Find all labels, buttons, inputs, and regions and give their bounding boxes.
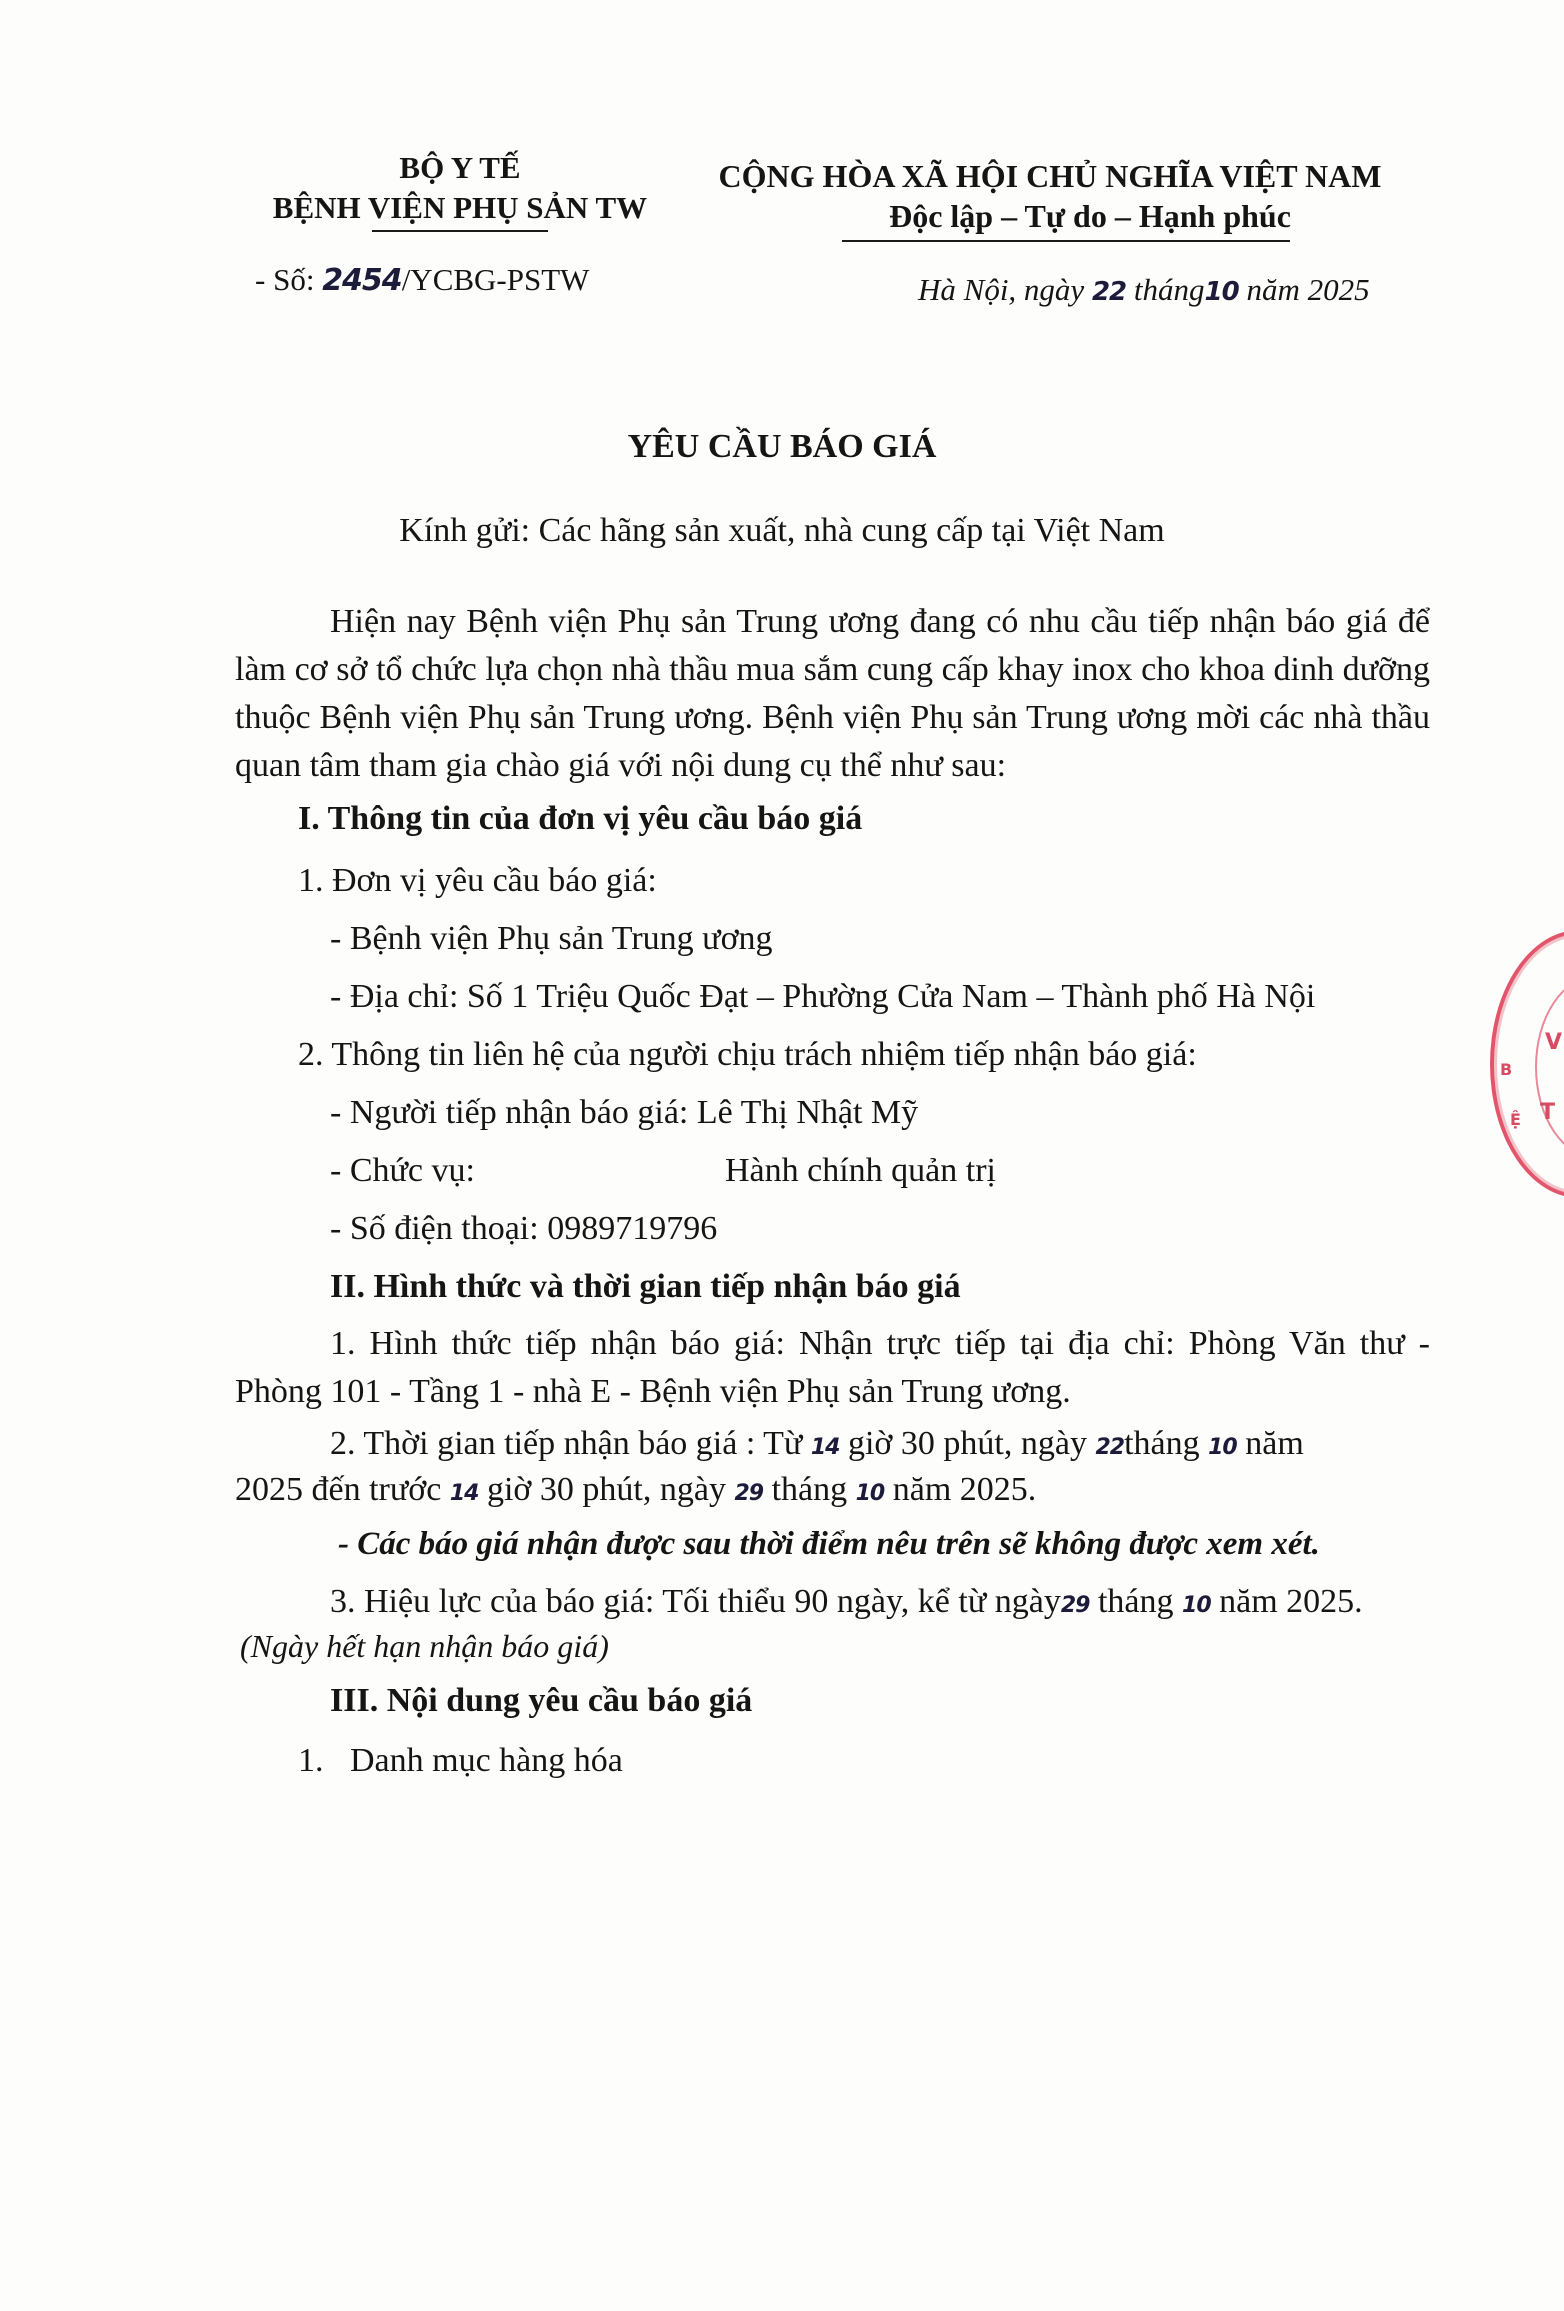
section-3-item-1-number: 1. (298, 1742, 324, 1779)
contact-person: - Người tiếp nhận báo giá: Lê Thị Nhật Mỹ (330, 1094, 919, 1131)
motto-underline (842, 240, 1290, 242)
date-prefix: Hà Nội, ngày (918, 272, 1085, 307)
document-number (255, 262, 589, 298)
ministry-name: BỘ Y TẾ (399, 150, 521, 185)
section-2-item-1: 1. Hình thức tiếp nhận báo giá: Nhận trực tiếp tại địa chỉ: Phòng Văn thư - Phòng 101 - Tầng 1 - nhà E - Bệnh viện Phụ sản Trung ương. (235, 1325, 1430, 1410)
contact-phone: - Số điện thoại: 0989719796 (330, 1210, 718, 1247)
start-time-rest: giờ 30 phút, ngày (847, 1425, 1087, 1462)
section-1-heading: I. Thông tin của đơn vị yêu cầu báo giá (298, 800, 863, 837)
section-2-item-2-line-1 (330, 1425, 1304, 1463)
contact-position-label: - Chức vụ: (330, 1152, 475, 1189)
date-suffix: năm 2025 (1246, 272, 1370, 307)
intro-paragraph: Hiện nay Bệnh viện Phụ sản Trung ương đang có nhu cầu tiếp nhận báo giá để làm cơ sở tổ chức lựa chọn nhà thầu mua sắm cung cấp khay inox cho khoa dinh dưỡng thuộc Bệnh viện Phụ sản Trung ương. Bệnh viện Phụ sản Trung ương mời các nhà thầu quan tâm tham gia chào giá với nội dung cụ thể như sau: (235, 603, 1430, 784)
stamp-letter-3: Ệ (1510, 1110, 1521, 1129)
stamp-letter-2: V (1545, 1030, 1563, 1055)
start-month-label: tháng (1124, 1425, 1200, 1462)
end-day-handwritten: 29 (734, 1481, 764, 1506)
end-time-label: 2025 đến trước (235, 1471, 442, 1508)
late-quote-note: - Các báo giá nhận được sau thời điểm nêu trên sẽ không được xem xét. (338, 1526, 1320, 1562)
end-year-label: năm 2025. (892, 1471, 1037, 1508)
end-month-label: tháng (771, 1471, 848, 1508)
recipient-line: Kính gửi: Các hãng sản xuất, nhà cung cấp tại Việt Nam (399, 512, 1165, 549)
validity-label: 3. Hiệu lực của báo giá: Tối thiểu 90 ngày, kể từ ngày (330, 1583, 1061, 1620)
section-1-item-1: 1. Đơn vị yêu cầu báo giá: (298, 862, 657, 899)
validity-note: (Ngày hết hạn nhận báo giá) (240, 1628, 609, 1664)
validity-year-label: năm 2025. (1219, 1583, 1363, 1620)
end-month-handwritten: 10 (855, 1481, 885, 1506)
start-year-label: năm (1245, 1425, 1304, 1462)
unit-address: - Địa chỉ: Số 1 Triệu Quốc Đạt – Phường Cửa Nam – Thành phố Hà Nội (330, 978, 1316, 1015)
national-motto: Độc lập – Tự do – Hạnh phúc (889, 198, 1291, 234)
date-day-handwritten: 22 (1091, 277, 1127, 307)
start-month-handwritten: 10 (1208, 1435, 1237, 1460)
end-time-rest: giờ 30 phút, ngày (486, 1471, 726, 1508)
hospital-name: BỆNH VIỆN PHỤ SẢN TW (272, 190, 648, 225)
section-3-item-1-text: Danh mục hàng hóa (350, 1742, 623, 1779)
doc-number-handwritten: 2454 (322, 263, 402, 298)
section-3-heading: III. Nội dung yêu cầu báo giá (330, 1682, 753, 1719)
end-hour-handwritten: 14 (449, 1481, 479, 1506)
date-month-handwritten: 10 (1204, 277, 1239, 307)
stamp-letter-4: T (1540, 1100, 1556, 1125)
start-day-handwritten: 22 (1095, 1435, 1125, 1460)
section-2-item-3 (330, 1583, 1363, 1621)
date-mid: tháng (1133, 272, 1205, 307)
validity-month-handwritten: 10 (1182, 1593, 1211, 1618)
stamp-letter-1: B (1500, 1060, 1513, 1079)
country-name: CỘNG HÒA XÃ HỘI CHỦ NGHĨA VIỆT NAM (718, 158, 1382, 194)
doc-number-suffix: /YCBG-PSTW (401, 262, 590, 297)
doc-number-prefix: - Số: (255, 262, 315, 297)
section-1-item-2: 2. Thông tin liên hệ của người chịu trách nhiệm tiếp nhận báo giá: (298, 1036, 1197, 1073)
start-hour-handwritten: 14 (810, 1435, 840, 1460)
place-date (918, 272, 1370, 308)
receipt-time-label: 2. Thời gian tiếp nhận báo giá : Từ (330, 1425, 803, 1462)
validity-month-label: tháng (1097, 1583, 1174, 1620)
document-title: YÊU CẦU BÁO GIÁ (627, 428, 937, 465)
requesting-unit: - Bệnh viện Phụ sản Trung ương (330, 920, 773, 957)
contact-position-value: Hành chính quản trị (725, 1152, 996, 1189)
section-2-item-2-line-2 (235, 1471, 1036, 1509)
hospital-underline (372, 230, 548, 232)
validity-day-handwritten: 29 (1060, 1593, 1090, 1618)
section-2-heading: II. Hình thức và thời gian tiếp nhận báo giá (330, 1268, 961, 1305)
